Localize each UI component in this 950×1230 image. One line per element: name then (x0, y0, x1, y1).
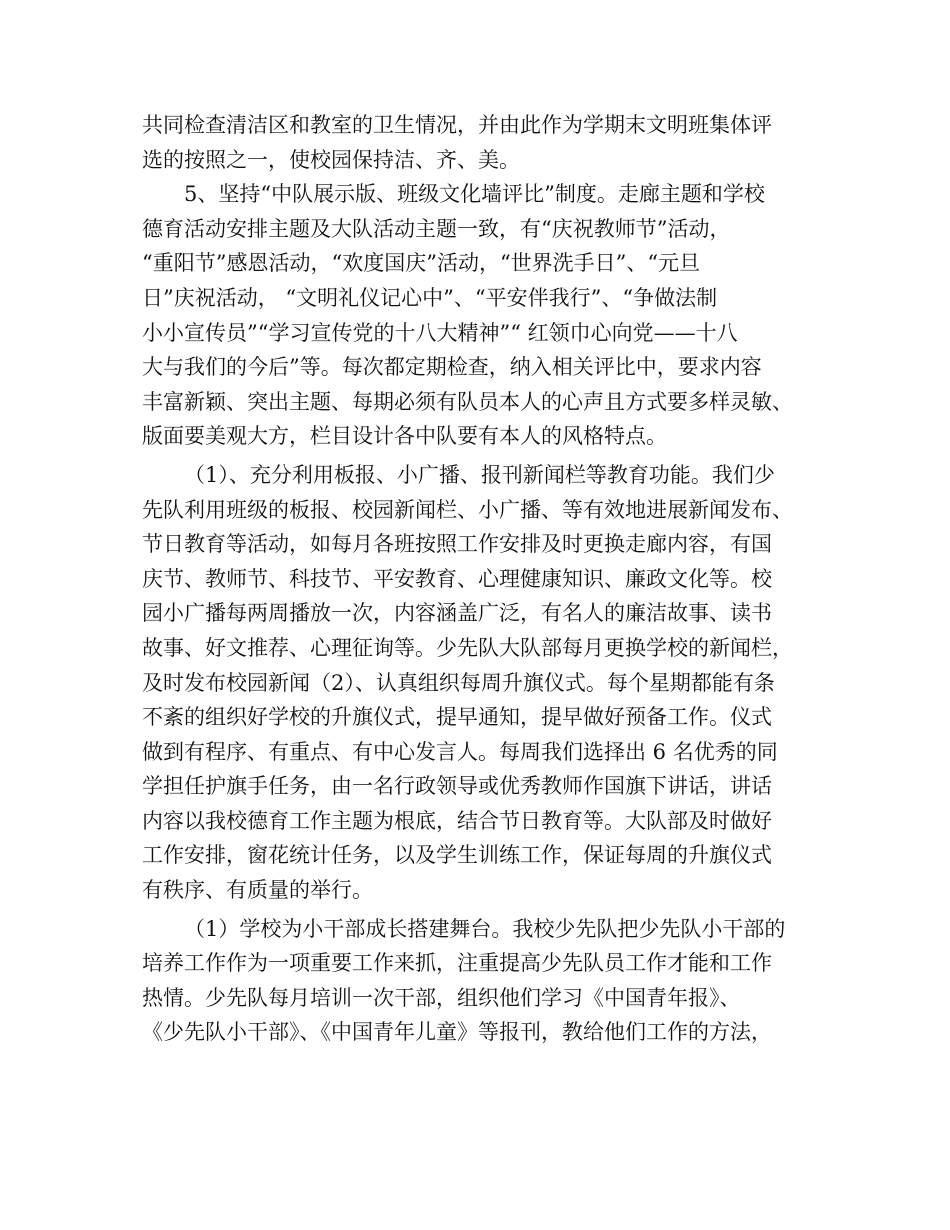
text-line: 选的按照之一，使校园保持洁、齐、美。 (142, 147, 520, 172)
text-line: 丰富新颖、突出主题、每期必须有队员本人的心声且方式要多样灵敏、 (142, 389, 793, 414)
text-line: 节日教育等活动，如每月各班按照工作安排及时更换走廊内容，有国 (142, 532, 772, 557)
text-line: 园小广播每两周播放一次，内容涵盖广泛，有名人的廉洁故事、读书 (142, 601, 772, 626)
text-line: （1）学校为小干部成长搭建舞台。我校少先队把少先队小干部的 (184, 916, 786, 941)
text-line: 内容以我校德育工作主题为根底，结合节日教育等。大队部及时做好 (142, 808, 772, 833)
text-line: 庆节、教师节、科技节、平安教育、心理健康知识、廉政文化等。校 (142, 566, 772, 591)
text-line: 做到有程序、有重点、有中心发言人。每周我们选择出 6 名优秀的同 (142, 739, 778, 764)
text-line: 版面要美观大方，栏目设计各中队要有本人的风格特点。 (142, 424, 667, 449)
text-line: 日”庆祝活动， “文明礼仪记心中”、“平安伴我行”、“争做法制 (142, 285, 718, 310)
text-line: 工作安排，窗花统计任务，以及学生训练工作，保证每周的升旗仪式 (142, 843, 772, 868)
text-line: 先队利用班级的板报、校园新闻栏、小广播、等有效地进展新闻发布、 (142, 497, 793, 522)
text-line: 德育活动安排主题及大队活动主题一致，有“庆祝教师节”活动， (142, 216, 731, 241)
text-line: 5、坚持“中队展示版、班级文化墙评比”制度。走廊主题和学校 (184, 182, 765, 207)
text-line: “重阳节”感恩活动，“欢度国庆”活动，“世界洗手日”、“元旦 (142, 251, 701, 276)
text-line: 《少先队小干部》、《中国青年儿童》等报刊，教给他们工作的方法， (142, 1020, 772, 1045)
text-line: 共同检查清洁区和教室的卫生情况，并由此作为学期末文明班集体评 (142, 113, 772, 137)
document-body (142, 108, 832, 1050)
text-line: 有秩序、有质量的举行。 (142, 878, 373, 903)
text-line: 及时发布校园新闻（2）、认真组织每周升旗仪式。每个星期都能有条 (142, 670, 775, 695)
text-line: （1）、充分利用板报、小广播、报刊新闻栏等教育功能。我们少 (184, 462, 775, 487)
text-line: 学担任护旗手任务，由一名行政领导或优秀教师作国旗下讲话，讲话 (142, 774, 772, 799)
text-line: 小小宣传员”“学习宣传党的十八大精神”“ 红领巾心向党——十八 (142, 320, 738, 345)
text-line: 大与我们的今后”等。每次都定期检查，纳入相关评比中，要求内容 (142, 355, 762, 380)
text-line: 热情。少先队每月培训一次干部，组织他们学习《中国青年报》、 (142, 985, 741, 1010)
text-line: 培养工作作为一项重要工作来抓，注重提高少先队员工作才能和工作 (142, 951, 772, 976)
text-line: 故事、好文推荐、心理征询等。少先队大队部每月更换学校的新闻栏， (142, 635, 793, 660)
text-line: 不紊的组织好学校的升旗仪式，提早通知，提早做好预备工作。仪式 (142, 705, 772, 730)
